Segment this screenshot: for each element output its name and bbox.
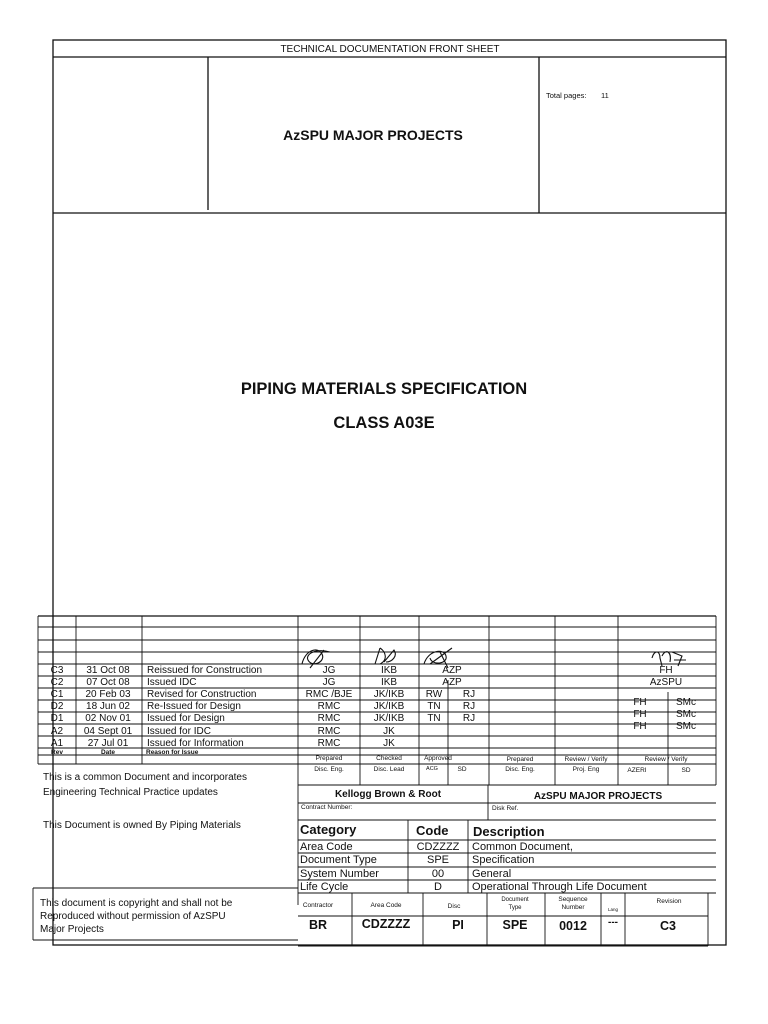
revision-reason: Re-Issued for Design [147,701,241,712]
docnum-label-doc-type-2: Type [508,905,522,911]
revision-rev: D1 [50,713,64,724]
sub-acg: ACG [426,766,438,772]
revision-prepared: JG [322,677,336,688]
revision-date: 31 Oct 08 [86,665,130,676]
revision-checked: JK [383,738,395,749]
revision-date: 20 Feb 03 [85,689,131,700]
revision-review-2: FH [633,709,647,720]
classification-description: General [472,868,512,880]
document-title: PIPING MATERIALS SPECIFICATION [240,380,528,398]
classification-code: CDZZZZ [416,841,460,853]
note-common-line2: Engineering Technical Practice updates [43,787,218,798]
docnum-label-doc-type-1: Document [501,897,529,903]
revision-date: 18 Jun 02 [86,701,130,712]
total-pages-label: Total pages: [546,91,587,100]
classification-code: 00 [431,868,445,880]
sub-sd-2: SD [681,767,691,774]
sub-disc-lead: Disc. Lead [373,766,405,773]
revision-checked: JK/IKB [373,701,405,712]
revision-approved-2: RJ [462,701,476,712]
note-common-line1: This is a common Document and incorporates [43,772,247,783]
revision-review-3: SMc [676,721,696,732]
revision-reason: Issued for Information [147,738,244,749]
sub-disc-eng: Disc. Eng. [314,766,344,773]
note-copyright-line1: This document is copyright and shall not be [40,898,233,909]
docnum-lang: --- [608,917,618,928]
docnum-contractor: BR [308,918,328,932]
revision-prepared: RMC /BJE [305,689,353,700]
revision-checked: JK/IKB [373,713,405,724]
docnum-revision: C3 [660,919,676,933]
revision-checked: JK [383,726,395,737]
rev-header-date: Date [100,749,116,756]
revision-reason: Reissued for Construction [147,665,263,676]
revision-checked: IKB [380,677,398,688]
classification-header-description: Description [473,824,545,839]
company-heading: AzSPU MAJOR PROJECTS [283,127,463,143]
disk-ref-label: Disk Ref. [492,805,519,812]
rev-header-rev: Rev [51,749,63,756]
classification-header-category: Category [300,822,357,837]
revision-prepared: JG [322,665,336,676]
sub-proj-eng: Proj. Eng [572,766,600,773]
sub-azeri: AZERI [627,767,647,774]
revision-date: 04 Sept 01 [83,726,133,737]
rev-header-prepared: Prepared [315,755,343,762]
classification-description: Specification [472,854,535,866]
docnum-sequence: 0012 [559,919,587,933]
classification-description: Common Document, [472,841,573,853]
docnum-label-contractor: Contractor [302,902,334,909]
docnum-label-revision: Revision [656,898,682,905]
note-copyright-line2: Reproduced without permission of AzSPU [40,911,226,922]
docnum-label-seq-1: Sequence [558,896,588,903]
revision-review-3: SMc [676,697,696,708]
revision-approved-1: AZP [442,665,462,676]
revision-approved-2: RJ [462,689,476,700]
revision-prepared: RMC [317,726,341,737]
revision-date: 27 Jul 01 [87,738,129,749]
revision-approved-1: TN [427,713,441,724]
sub-disc-eng-2: Disc. Eng. [505,766,535,773]
docnum-label-lang: Lang [607,907,619,912]
rev-header-reason: Reason for Issue [146,749,199,756]
revision-rev: C3 [50,665,64,676]
docnum-label-area-code: Area Code [370,902,402,909]
docnum-doc-type: SPE [502,918,528,932]
note-owned: This Document is owned By Piping Materials [43,820,241,831]
docnum-disc: PI [452,918,464,932]
revision-review-2: FH [633,697,647,708]
revision-review-3: SMc [676,709,696,720]
revision-rev: C1 [50,689,64,700]
revision-reason: Issued IDC [147,677,197,688]
classification-category: Life Cycle [300,881,349,893]
revision-date: 07 Oct 08 [86,677,130,688]
revision-review-2: FH [659,665,673,676]
docnum-area-code: CDZZZZ [361,917,411,931]
revision-checked: IKB [380,665,398,676]
revision-prepared: RMC [317,713,341,724]
rev-header-approved: Approved [424,755,452,762]
note-copyright-line3: Major Projects [40,924,104,935]
contractor-name: Kellogg Brown & Root [334,789,442,800]
revision-approved-1: RW [425,689,443,700]
revision-date: 02 Nov 01 [85,713,131,724]
rev-header-review-verify: Review / Verify [564,756,608,763]
revision-rev: A1 [50,738,64,749]
revision-approved-2: RJ [462,713,476,724]
docnum-label-disc: Disc [447,903,461,910]
classification-category: Document Type [300,854,377,866]
revision-rev: A2 [50,726,64,737]
front-sheet-title: TECHNICAL DOCUMENTATION FRONT SHEET [280,44,500,55]
revision-review-2: AzSPU [649,677,683,688]
classification-description: Operational Through Life Document [472,881,647,893]
rev-header-review-verify-2: Review / Verify [644,756,688,763]
rev-header-prepared-2: Prepared [506,756,534,763]
docnum-label-seq-2: Number [561,904,585,911]
revision-checked: JK/IKB [373,689,405,700]
contract-number-label: Contract Number: [301,804,353,811]
revision-prepared: RMC [317,701,341,712]
revision-reason: Issued for IDC [147,726,211,737]
rev-header-checked: Checked [376,755,402,762]
revision-rev: D2 [50,701,64,712]
revision-approved-1: AZP [442,677,462,688]
classification-code: D [434,881,442,893]
revision-review-2: FH [633,721,647,732]
revision-rev: C2 [50,677,64,688]
revision-reason: Revised for Construction [147,689,257,700]
sub-sd: SD [457,766,467,773]
client-name: AzSPU MAJOR PROJECTS [533,791,663,802]
total-pages-value: 11 [601,91,609,100]
document-class: CLASS A03E [333,414,435,432]
revision-prepared: RMC [317,738,341,749]
classification-code: SPE [426,854,450,866]
revision-approved-1: TN [427,701,441,712]
classification-category: Area Code [300,841,353,853]
classification-category: System Number [300,868,379,880]
revision-reason: Issued for Design [147,713,225,724]
classification-header-code: Code [416,823,449,838]
